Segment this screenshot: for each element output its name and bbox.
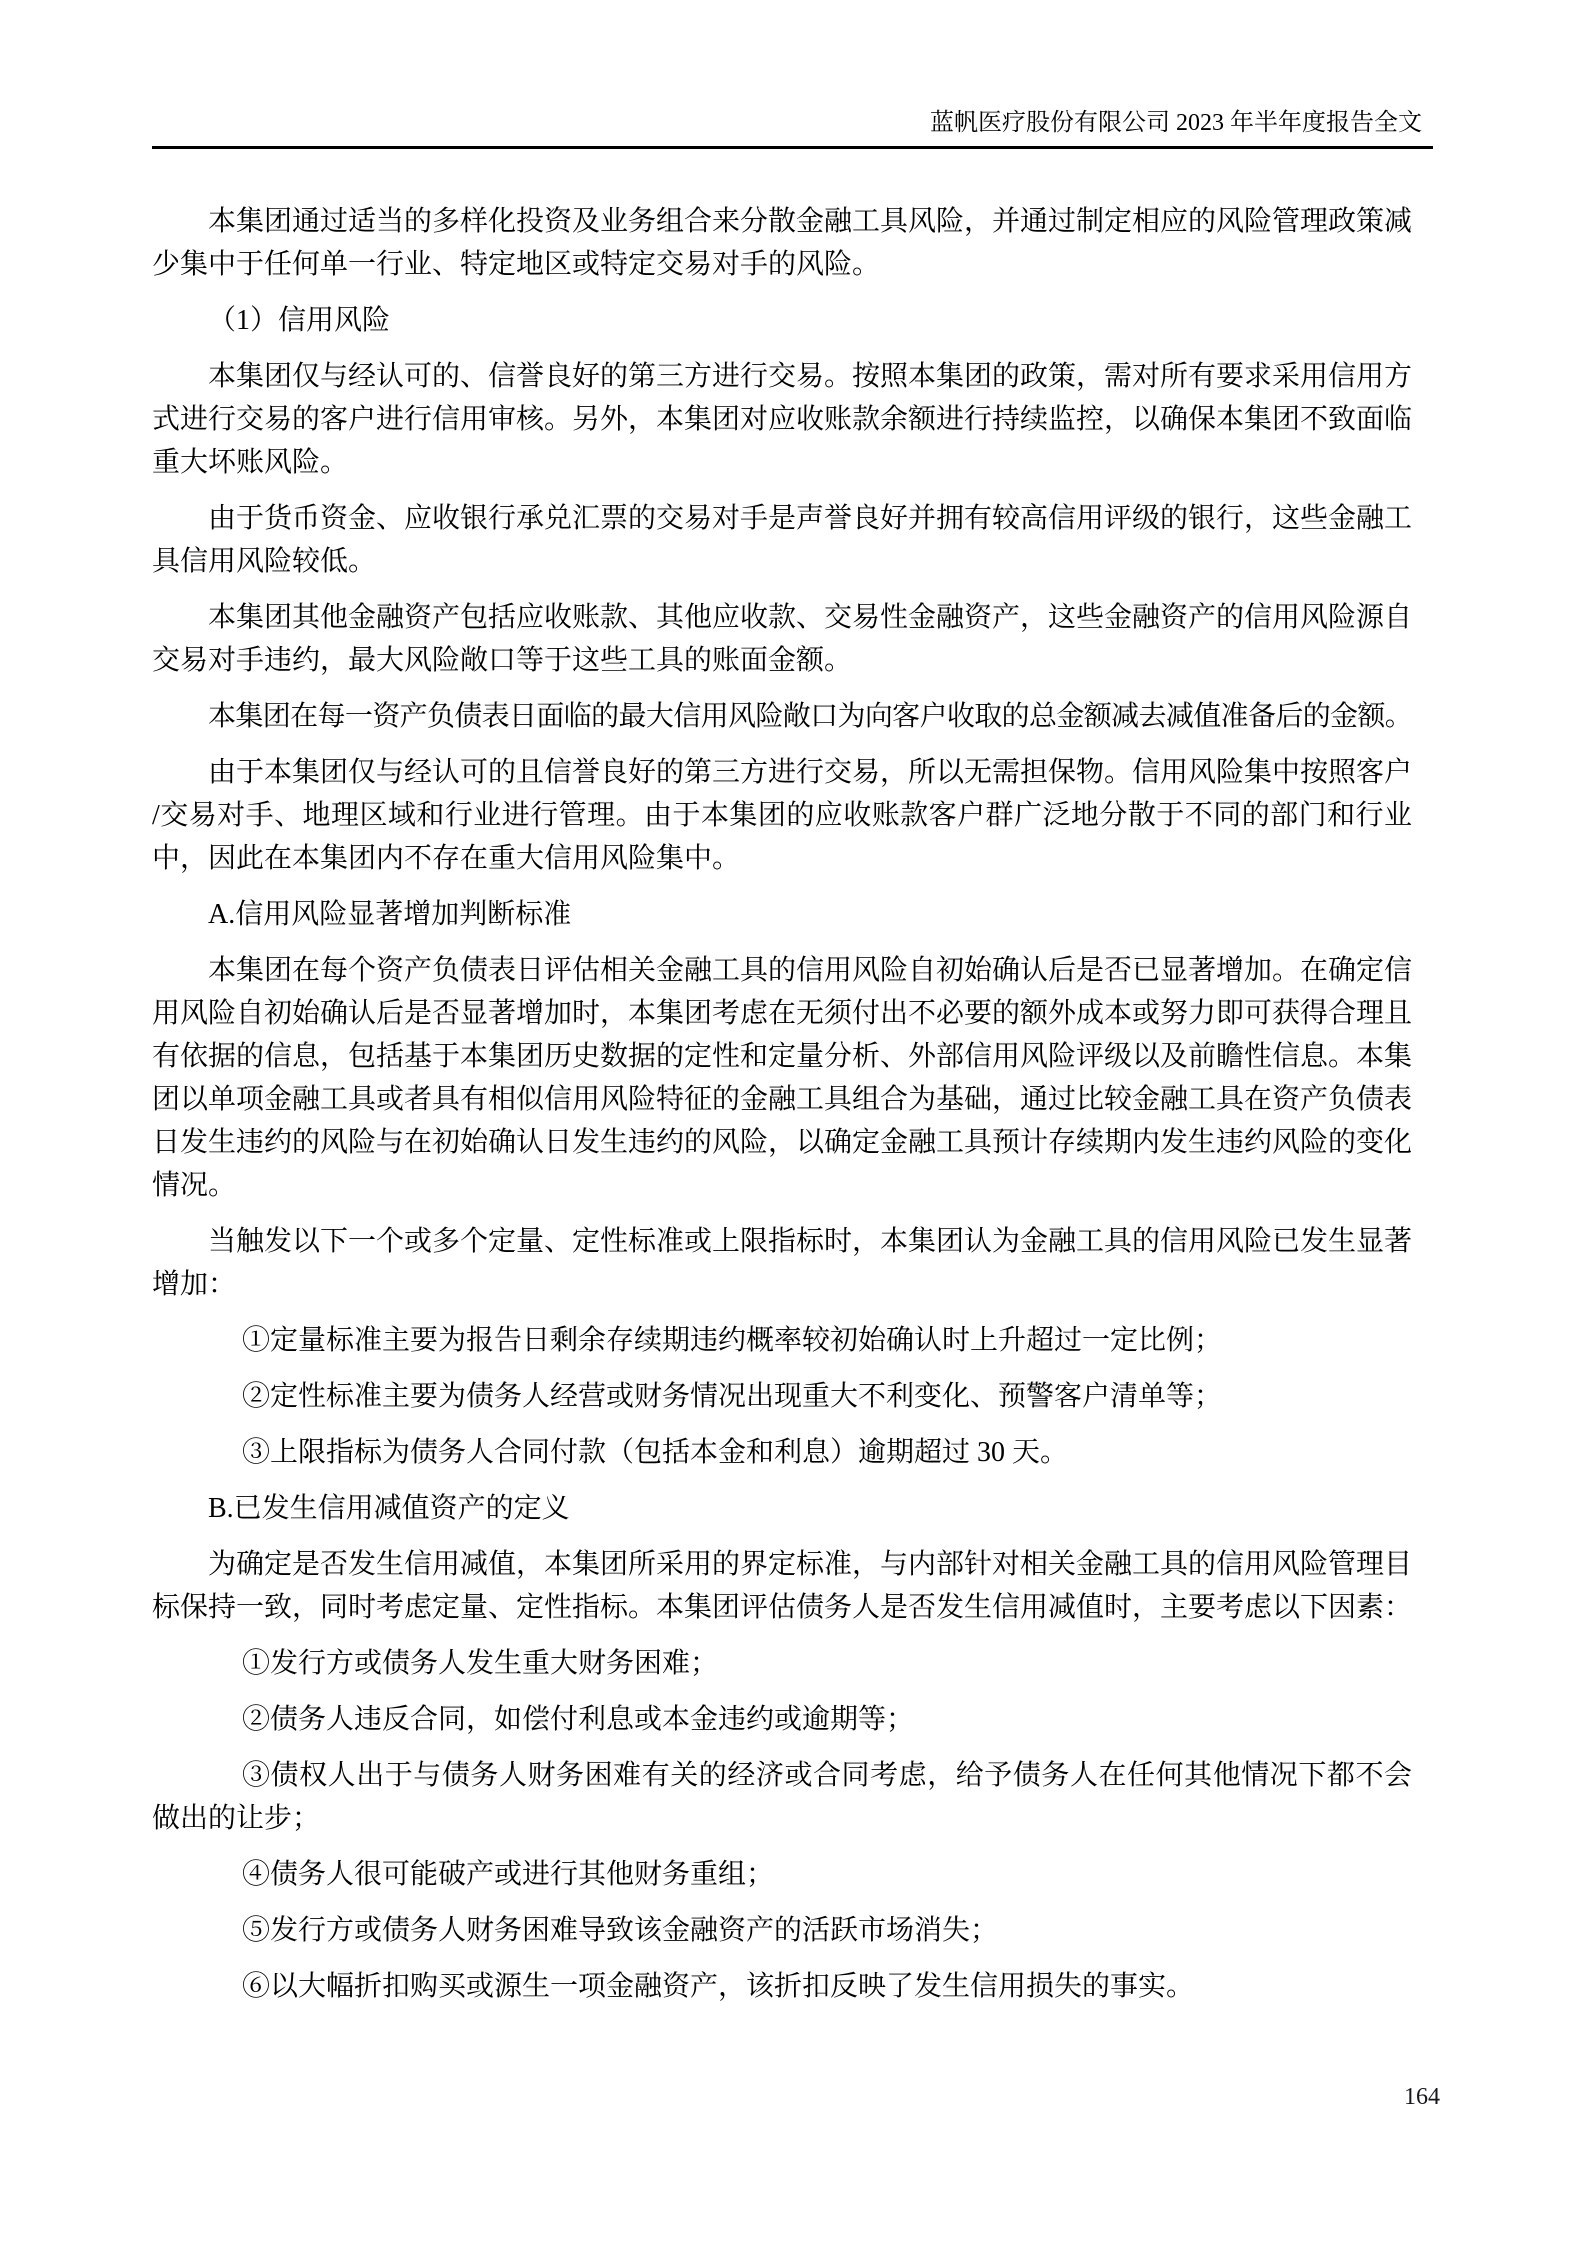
text-line: 团以单项金融工具或者具有相似信用风险特征的金融工具组合为基础，通过比较金融工具在资产负债表	[152, 1084, 1413, 1115]
text-line: 具信用风险较低。	[152, 546, 377, 577]
section-heading	[152, 1487, 1412, 1530]
text-line: 中，因此在本集团内不存在重大信用风险集中。	[152, 843, 741, 874]
text-line: 本集团仅与经认可的、信誉良好的第三方进行交易。按照本集团的政策，需对所有要求采用信用方	[208, 361, 1413, 392]
section-heading	[152, 893, 1412, 936]
list-item	[152, 1642, 1412, 1685]
text-line: 重大坏账风险。	[152, 447, 349, 478]
text-line: 少集中于任何单一行业、特定地区或特定交易对手的风险。	[152, 249, 881, 280]
text-line: 为确定是否发生信用减值，本集团所采用的界定标准，与内部针对相关金融工具的信用风险管理目	[208, 1549, 1413, 1580]
text-line: 标保持一致，同时考虑定量、定性指标。本集团评估债务人是否发生信用减值时，主要考虑以下因素：	[152, 1592, 1413, 1623]
page-header: 蓝帆医疗股份有限公司 2023 年半年度报告全文	[930, 110, 1422, 136]
paragraph	[152, 751, 1412, 880]
text-line: 做出的让步；	[152, 1803, 321, 1834]
paragraph	[152, 200, 1412, 286]
document-body	[152, 187, 1412, 2008]
paragraph	[152, 1543, 1412, 1629]
paragraph	[152, 596, 1412, 682]
text-line: ⑤发行方或债务人财务困难导致该金融资产的活跃市场消失；	[242, 1915, 999, 1946]
list-item	[152, 1853, 1412, 1896]
header-rule	[152, 146, 1433, 149]
text-line: ①定量标准主要为报告日剩余存续期违约概率较初始确认时上升超过一定比例；	[242, 1325, 1223, 1356]
text-line: （1）信用风险	[208, 305, 391, 336]
text-line: 日发生违约的风险与在初始确认日发生违约的风险，以确定金融工具预计存续期内发生违约风险的变化	[152, 1127, 1413, 1158]
list-item	[152, 1754, 1412, 1840]
list-item	[152, 1319, 1412, 1362]
text-line: ③债权人出于与债务人财务困难有关的经济或合同考虑，给予债务人在任何其他情况下都不会	[242, 1760, 1412, 1791]
paragraph	[152, 355, 1412, 484]
text-line: 本集团通过适当的多样化投资及业务组合来分散金融工具风险，并通过制定相应的风险管理政策减	[208, 206, 1413, 237]
paragraph	[152, 497, 1412, 583]
text-line: ①发行方或债务人发生重大财务困难；	[242, 1648, 719, 1679]
paragraph	[152, 949, 1412, 1207]
text-line: 本集团在每一资产负债表日面临的最大信用风险敞口为向客户收取的总金额减去减值准备后的金额。	[208, 701, 1412, 732]
text-line: 本集团其他金融资产包括应收账款、其他应收款、交易性金融资产，这些金融资产的信用风险源自	[208, 602, 1413, 633]
text-line: ②定性标准主要为债务人经营或财务情况出现重大不利变化、预警客户清单等；	[242, 1381, 1223, 1412]
text-line: /交易对手、地理区域和行业进行管理。由于本集团的应收账款客户群广泛地分散于不同的部门和行业	[152, 800, 1412, 831]
text-line: ⑥以大幅折扣购买或源生一项金融资产，该折扣反映了发生信用损失的事实。	[242, 1971, 1195, 2002]
text-line: 由于本集团仅与经认可的且信誉良好的第三方进行交易，所以无需担保物。信用风险集中按照客户	[208, 757, 1413, 788]
text-line: 增加：	[152, 1269, 237, 1300]
list-item	[152, 1698, 1412, 1741]
text-line: 本集团在每个资产负债表日评估相关金融工具的信用风险自初始确认后是否已显著增加。在确定信	[208, 955, 1413, 986]
text-line: 情况。	[152, 1170, 237, 1201]
text-line: ②债务人违反合同，如偿付利息或本金违约或逾期等；	[242, 1704, 915, 1735]
paragraph	[152, 1220, 1412, 1306]
list-item	[152, 1431, 1412, 1474]
text-line: 当触发以下一个或多个定量、定性标准或上限指标时，本集团认为金融工具的信用风险已发生显著	[208, 1226, 1413, 1257]
text-line: B.已发生信用减值资产的定义	[208, 1493, 570, 1524]
paragraph	[152, 695, 1412, 738]
text-line: 用风险自初始确认后是否显著增加时，本集团考虑在无须付出不必要的额外成本或努力即可获得合理且	[152, 998, 1413, 1029]
section-heading	[152, 299, 1412, 342]
list-item	[152, 1375, 1412, 1418]
text-line: 式进行交易的客户进行信用审核。另外，本集团对应收账款余额进行持续监控，以确保本集团不致面临	[152, 404, 1413, 435]
text-line: 由于货币资金、应收银行承兑汇票的交易对手是声誉良好并拥有较高信用评级的银行，这些金融工	[208, 503, 1413, 534]
text-line: ③上限指标为债务人合同付款（包括本金和利息）逾期超过 30 天。	[242, 1437, 1069, 1468]
text-line: A.信用风险显著增加判断标准	[208, 899, 572, 930]
list-item	[152, 1909, 1412, 1952]
text-line: 有依据的信息，包括基于本集团历史数据的定性和定量分析、外部信用风险评级以及前瞻性信息。本集	[152, 1041, 1413, 1072]
text-line: 交易对手违约，最大风险敞口等于这些工具的账面金额。	[152, 645, 853, 676]
page-number: 164	[1404, 2084, 1440, 2110]
list-item	[152, 1965, 1412, 2008]
text-line: ④债务人很可能破产或进行其他财务重组；	[242, 1859, 775, 1890]
